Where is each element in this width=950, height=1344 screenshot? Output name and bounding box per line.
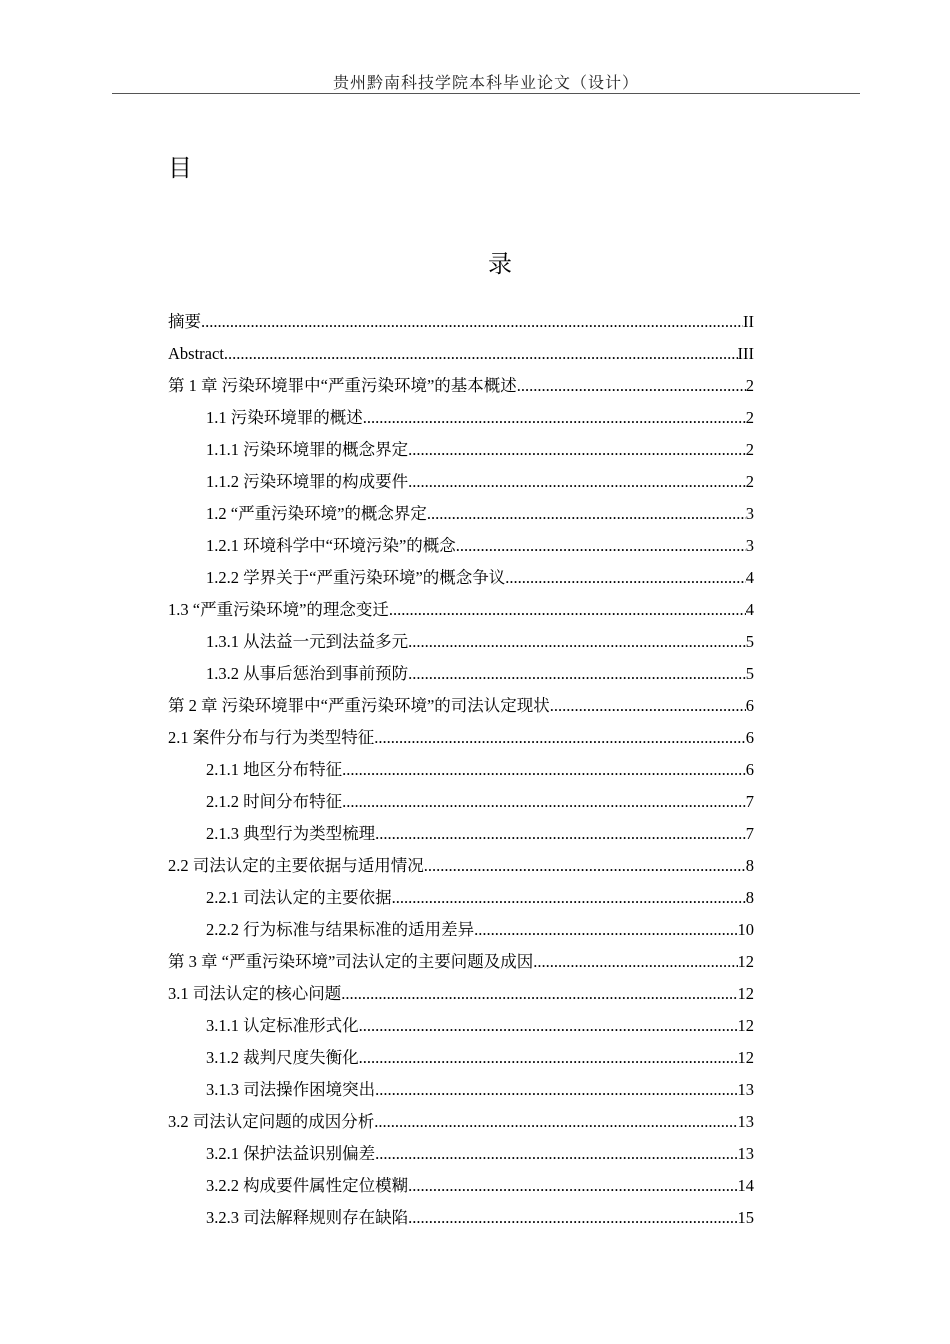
toc-leader-dots — [342, 786, 746, 818]
toc-entry[interactable] — [168, 1106, 754, 1138]
toc-leader-dots — [408, 658, 746, 690]
toc-entry-page: 15 — [737, 1208, 754, 1227]
toc-entry[interactable] — [168, 978, 754, 1010]
toc-entry[interactable] — [168, 626, 754, 658]
toc-entry-label: 第 1 章 污染环境罪中“严重污染环境”的基本概述 — [168, 376, 517, 395]
toc-entry-page: 6 — [745, 760, 754, 779]
toc-entry[interactable] — [168, 1074, 754, 1106]
toc-entry[interactable] — [168, 402, 754, 434]
toc-entry-label: 1.3 “严重污染环境”的理念变迁 — [168, 600, 389, 619]
toc-entry-page: 8 — [745, 856, 754, 875]
toc-title-part1: 目 — [168, 154, 192, 182]
toc-entry[interactable] — [168, 434, 754, 466]
toc-leader-dots — [201, 306, 743, 338]
toc-leader-dots — [359, 1010, 738, 1042]
toc-entry-page: 13 — [737, 1112, 754, 1131]
toc-leader-dots — [408, 1170, 737, 1202]
toc-entry[interactable] — [168, 1138, 754, 1170]
toc-entry-page: 2 — [745, 472, 754, 491]
toc-leader-dots — [375, 1138, 737, 1170]
toc-entry[interactable] — [168, 914, 754, 946]
toc-entry-page: 3 — [745, 504, 754, 523]
toc-entry-page: 13 — [737, 1080, 754, 1099]
toc-leader-dots — [505, 562, 745, 594]
toc-entry[interactable] — [168, 818, 754, 850]
toc-entry-label: 3.2 司法认定问题的成因分析 — [168, 1112, 375, 1131]
toc-entry-label: 1.1.1 污染环境罪的概念界定 — [206, 440, 409, 459]
toc-entry-label: 3.1.3 司法操作困境突出 — [206, 1080, 376, 1099]
toc-leader-dots — [427, 498, 746, 530]
toc-entry-page: III — [737, 344, 754, 363]
toc-entry-label: 1.2 “严重污染环境”的概念界定 — [206, 504, 427, 523]
header-rule — [112, 93, 860, 94]
toc-entry[interactable] — [168, 722, 754, 754]
toc-entry-label: 1.2.1 环境科学中“环境污染”的概念 — [206, 536, 456, 555]
toc-leader-dots — [456, 530, 746, 562]
toc-entry-page: II — [743, 312, 754, 331]
toc-entry-label: 2.1.3 典型行为类型梳理 — [206, 824, 376, 843]
toc-entry-label: 3.1.2 裁判尺度失衡化 — [206, 1048, 359, 1067]
toc-leader-dots — [424, 850, 746, 882]
toc-entry-label: 1.3.2 从事后惩治到事前预防 — [206, 664, 409, 683]
toc-entry-label: 第 3 章 “严重污染环境”司法认定的主要问题及成因 — [168, 952, 534, 971]
toc-entry[interactable] — [168, 1202, 754, 1234]
toc-entry-page: 4 — [745, 568, 754, 587]
toc-entry-label: 3.2.1 保护法益识别偏差 — [206, 1144, 376, 1163]
toc-entry-label: 2.2.2 行为标准与结果标准的适用差异 — [206, 920, 475, 939]
toc-entry-label: 2.1 案件分布与行为类型特征 — [168, 728, 375, 747]
toc-entry[interactable] — [168, 562, 754, 594]
toc-leader-dots — [408, 466, 746, 498]
toc-leader-dots — [550, 690, 746, 722]
toc-entry[interactable] — [168, 658, 754, 690]
toc-entry[interactable] — [168, 946, 754, 978]
toc-entry-label: 2.2.1 司法认定的主要依据 — [206, 888, 392, 907]
toc-leader-dots — [374, 722, 746, 754]
toc-entry-label: 1.3.1 从法益一元到法益多元 — [206, 632, 409, 651]
toc-entry-page: 8 — [745, 888, 754, 907]
toc-entry[interactable] — [168, 882, 754, 914]
toc-entry-label: 1.1 污染环境罪的概述 — [206, 408, 363, 427]
toc-leader-dots — [533, 946, 737, 978]
toc-leader-dots — [224, 338, 738, 370]
toc-entry-page: 5 — [745, 632, 754, 651]
toc-entry-page: 5 — [745, 664, 754, 683]
toc-entry-page: 2 — [745, 408, 754, 427]
toc-leader-dots — [408, 626, 746, 658]
toc-leader-dots — [389, 594, 746, 626]
toc-entry-label: 摘要 — [168, 312, 201, 331]
toc-entry-page: 14 — [737, 1176, 754, 1195]
toc-entry-label: 3.1.1 认定标准形式化 — [206, 1016, 359, 1035]
toc-entry-label: 3.2.3 司法解释规则存在缺陷 — [206, 1208, 409, 1227]
toc-entry[interactable] — [168, 754, 754, 786]
toc-entry-label: 3.1 司法认定的核心问题 — [168, 984, 342, 1003]
toc-entry-label: 第 2 章 污染环境罪中“严重污染环境”的司法认定现状 — [168, 696, 550, 715]
toc-entry-label: 2.2 司法认定的主要依据与适用情况 — [168, 856, 424, 875]
toc-entry-page: 2 — [745, 376, 754, 395]
toc-entry[interactable] — [168, 850, 754, 882]
toc-entry[interactable] — [168, 1010, 754, 1042]
toc-entry-page: 7 — [745, 824, 754, 843]
toc-entry-label: 1.1.2 污染环境罪的构成要件 — [206, 472, 409, 491]
toc-leader-dots — [375, 1074, 737, 1106]
toc-leader-dots — [474, 914, 737, 946]
toc-entry-label: 1.2.2 学界关于“严重污染环境”的概念争议 — [206, 568, 506, 587]
toc-entry-page: 12 — [737, 984, 754, 1003]
toc-entry-page: 4 — [745, 600, 754, 619]
toc-title-part2: 录 — [488, 250, 512, 278]
toc-leader-dots — [408, 1202, 737, 1234]
toc-leader-dots — [341, 978, 737, 1010]
toc-leader-dots — [375, 818, 746, 850]
toc-leader-dots — [517, 370, 746, 402]
toc-entry-label: 2.1.1 地区分布特征 — [206, 760, 343, 779]
toc-entry-page: 3 — [745, 536, 754, 555]
toc-entry[interactable] — [168, 1042, 754, 1074]
toc-entry-page: 6 — [745, 696, 754, 715]
toc-entry-page: 7 — [745, 792, 754, 811]
toc-entry-label: Abstract — [168, 344, 224, 363]
toc-leader-dots — [342, 754, 746, 786]
toc-entry[interactable] — [168, 370, 754, 402]
toc-leader-dots — [363, 402, 746, 434]
toc-entry-page: 2 — [745, 440, 754, 459]
toc-entry[interactable] — [168, 786, 754, 818]
toc-entry-page: 12 — [737, 1016, 754, 1035]
toc-entry-page: 6 — [745, 728, 754, 747]
toc-entry[interactable] — [168, 594, 754, 626]
toc-leader-dots — [374, 1106, 737, 1138]
toc-leader-dots — [359, 1042, 738, 1074]
toc-entry-page: 13 — [737, 1144, 754, 1163]
toc-entry[interactable] — [168, 306, 754, 338]
toc-entry[interactable] — [168, 466, 754, 498]
toc-leader-dots — [408, 434, 746, 466]
toc-entry[interactable] — [168, 690, 754, 722]
toc-entry[interactable] — [168, 530, 754, 562]
toc-entry[interactable] — [168, 1170, 754, 1202]
toc-entry-page: 12 — [737, 952, 754, 971]
toc-entry-page: 12 — [737, 1048, 754, 1067]
table-of-contents — [168, 306, 754, 1234]
toc-entry-label: 2.1.2 时间分布特征 — [206, 792, 343, 811]
page-header: 贵州黔南科技学院本科毕业论文（设计） — [332, 75, 639, 92]
toc-entry[interactable] — [168, 498, 754, 530]
toc-entry[interactable] — [168, 338, 754, 370]
toc-entry-page: 10 — [737, 920, 754, 939]
toc-entry-label: 3.2.2 构成要件属性定位模糊 — [206, 1176, 409, 1195]
toc-leader-dots — [392, 882, 746, 914]
